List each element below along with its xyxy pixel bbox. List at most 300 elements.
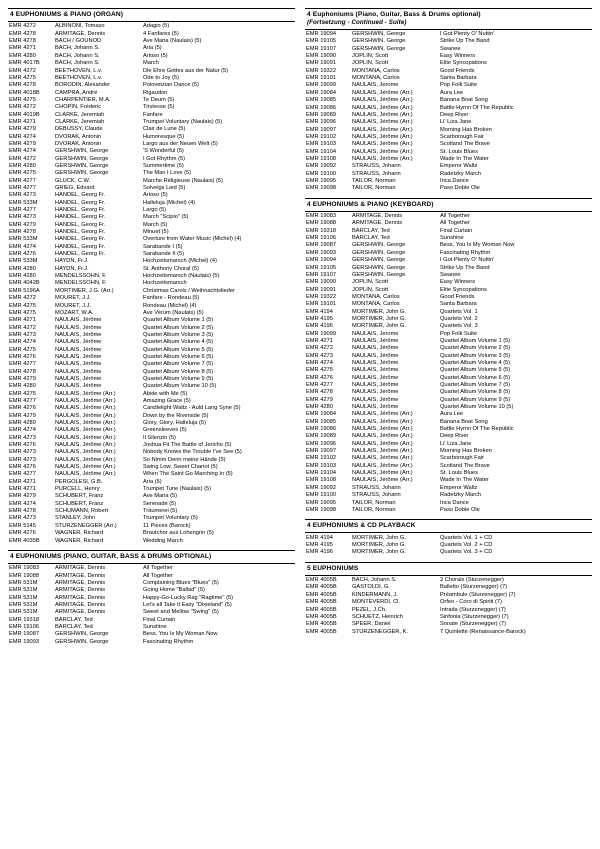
catalogue-code: EMR 4272 bbox=[9, 67, 36, 74]
composer-name: BACH / GOUNOD bbox=[55, 38, 102, 45]
table-row bbox=[305, 389, 592, 396]
work-title: Rigaudon bbox=[143, 89, 168, 96]
work-title: Die Ehre Gottes aus der Natur (5) bbox=[143, 67, 229, 74]
composer-name: GERSHWIN, George bbox=[55, 148, 109, 155]
table-row bbox=[305, 31, 592, 38]
catalogue-code: EMR 4278 bbox=[9, 82, 36, 89]
composer-name: NAULAIS, Jérôme (Arr.) bbox=[352, 126, 413, 133]
table-row bbox=[8, 573, 295, 580]
catalogue-code: EMR 4279 bbox=[9, 412, 36, 419]
composer-name: JOPLIN, Scott bbox=[352, 286, 389, 293]
work-title: Let's all Take it Easy "Dixieland" (5) bbox=[143, 602, 232, 609]
composer-name: HÄNDEL, Georg Fr. bbox=[55, 207, 106, 214]
table-row bbox=[8, 207, 295, 214]
catalogue-code: EMR 4042B bbox=[9, 280, 40, 287]
composer-name: GERSHWIN, George bbox=[352, 38, 406, 45]
work-title: 4 Fanfares (5) bbox=[143, 30, 179, 37]
catalogue-code: EMR 19086 bbox=[306, 104, 337, 111]
table-row bbox=[305, 250, 592, 257]
composer-name: TAILOR, Norman bbox=[352, 185, 396, 192]
catalogue-code: EMR 531M bbox=[9, 580, 38, 586]
table-row bbox=[8, 347, 295, 354]
work-title: Pop Folk Suite bbox=[440, 330, 477, 337]
table-row bbox=[8, 68, 295, 75]
table-row bbox=[305, 507, 592, 514]
table-row bbox=[305, 614, 592, 621]
section-rows bbox=[305, 576, 592, 636]
catalogue-code: EMR 4279 bbox=[9, 221, 36, 228]
composer-name: NAULAIS, Jérôme (Arr.) bbox=[55, 464, 116, 471]
composer-name: GERSHWIN, George bbox=[352, 264, 406, 271]
work-title: Santa Barbara bbox=[440, 75, 477, 82]
work-title: Strike Up The Band bbox=[440, 38, 490, 45]
composer-name: MENDELSSOHN, F. bbox=[55, 280, 107, 287]
table-row bbox=[8, 405, 295, 412]
composer-name: NAULAIS, Jérôme (Arr.) bbox=[352, 111, 413, 118]
work-title: Rondeau (Michel) (4) bbox=[143, 302, 197, 309]
catalogue-code: EMR 4195 bbox=[306, 315, 333, 322]
table-row bbox=[305, 213, 592, 220]
table-row bbox=[305, 287, 592, 294]
work-title: All Together bbox=[440, 213, 470, 220]
work-title: Te Deum (5) bbox=[143, 96, 175, 103]
catalogue-code: EMR 4278 bbox=[9, 30, 36, 37]
table-row bbox=[305, 294, 592, 301]
composer-name: ARMITAGE, Dennis bbox=[55, 594, 106, 601]
composer-name: WAGNER, Richard bbox=[55, 537, 104, 544]
catalogue-code: EMR 4274 bbox=[9, 427, 36, 434]
table-row bbox=[8, 383, 295, 390]
composer-name: GERSHWIN, George bbox=[55, 631, 109, 638]
table-row bbox=[8, 229, 295, 236]
section-heading bbox=[8, 8, 295, 22]
table-row bbox=[8, 565, 295, 572]
table-row bbox=[305, 463, 592, 470]
work-title: I Got Rhythm (5) bbox=[143, 155, 186, 162]
work-title: Glory, Glory, Halleluja (5) bbox=[143, 420, 206, 427]
composer-name: MOZART, W.A. bbox=[55, 309, 94, 316]
table-row bbox=[8, 82, 295, 89]
composer-name: NAULAIS, Jérôme (Arr.) bbox=[352, 477, 413, 484]
catalogue-code: EMR 19099 bbox=[306, 82, 337, 89]
table-row bbox=[8, 112, 295, 119]
table-row bbox=[305, 163, 592, 170]
work-title: Intrada (Sturzenegger) (7) bbox=[440, 606, 506, 613]
work-title: Quartet Album Volume 4 (5) bbox=[143, 339, 214, 346]
composer-name: MOURET, J.J. bbox=[55, 295, 92, 302]
work-title: March (5) bbox=[143, 221, 168, 228]
work-title: Easy Winners bbox=[440, 279, 476, 286]
work-title: Arioso (5) bbox=[143, 192, 168, 199]
work-title: Clair de Lune (5) bbox=[143, 126, 186, 133]
table-row bbox=[305, 592, 592, 599]
catalogue-code: EMR 4005B bbox=[306, 613, 337, 620]
section-heading-text: 5 EUPHONIUMS bbox=[307, 564, 359, 572]
table-row bbox=[305, 455, 592, 462]
work-title: Wedding March bbox=[143, 537, 183, 544]
table-row bbox=[8, 602, 295, 609]
catalogue-code: EMR 19093 bbox=[9, 638, 40, 645]
table-row bbox=[305, 82, 592, 89]
table-row bbox=[305, 338, 592, 345]
catalogue-code: EMR 19098 bbox=[306, 506, 337, 513]
work-title: Adagio (5) bbox=[143, 23, 170, 30]
composer-name: NAULAIS, Jérôme (Arr.) bbox=[352, 433, 413, 440]
work-title: 'S Wonderful (5) bbox=[143, 148, 184, 155]
work-title: Bess, You Is My Woman Now bbox=[143, 631, 218, 638]
work-title: Trumpet Voluntary (Naulais) (5) bbox=[143, 118, 223, 125]
composer-name: GLUCK, C.W. bbox=[55, 177, 91, 184]
catalogue-code: EMR 4276 bbox=[9, 442, 36, 449]
work-title: Radetzky March bbox=[440, 492, 482, 499]
table-row bbox=[8, 449, 295, 456]
table-row bbox=[8, 471, 295, 478]
catalogue-code: EMR 19104 bbox=[306, 148, 337, 155]
composer-name: SCHUBERT, Franz bbox=[55, 493, 104, 500]
catalogue-code: EMR 19107 bbox=[306, 45, 337, 52]
composer-name: HÄNDEL, Georg Fr. bbox=[55, 251, 106, 258]
work-title: Sarabande I (5) bbox=[143, 243, 183, 250]
table-row bbox=[305, 353, 592, 360]
composer-name: BACH, Johann S. bbox=[352, 577, 397, 584]
table-row bbox=[8, 427, 295, 434]
table-row bbox=[8, 339, 295, 346]
work-title: Santa Barbara bbox=[440, 301, 477, 308]
work-title: Hochzeitsmarsch (Naulais) (5) bbox=[143, 273, 220, 280]
work-title: Quartets Vol. 2 + CD bbox=[440, 541, 493, 548]
work-title: Final Curtain bbox=[440, 227, 473, 234]
composer-name: NAULAIS, Jérôme (Arr.) bbox=[55, 471, 116, 478]
composer-name: GRIEG, Edvard bbox=[55, 185, 95, 192]
table-row bbox=[8, 457, 295, 464]
composer-name: NAULAIS, Jérôme bbox=[55, 339, 102, 346]
composer-name: JOPLIN, Scott bbox=[352, 53, 389, 60]
table-row bbox=[8, 631, 295, 638]
work-title: Scarborough Fair bbox=[440, 455, 484, 462]
composer-name: NAULAIS, Jérôme bbox=[55, 346, 102, 353]
catalogue-code: EMR 4271 bbox=[306, 337, 333, 344]
catalogue-code: EMR 4275 bbox=[9, 346, 36, 353]
composer-name: BEETHOVEN, L.v. bbox=[55, 74, 102, 81]
composer-name: MOURET, J.J. bbox=[55, 302, 92, 309]
composer-name: SCHUMANN, Robert bbox=[55, 508, 109, 515]
composer-name: NAULAIS, Jérôme (Arr.) bbox=[352, 141, 413, 148]
catalogue-code: EMR 4018B bbox=[9, 89, 40, 96]
table-row bbox=[305, 220, 592, 227]
catalogue-code: EMR 4276 bbox=[9, 405, 36, 412]
work-title: Strike Up The Band bbox=[440, 264, 490, 271]
catalogue-code: EMR 4005B bbox=[306, 628, 337, 635]
catalogue-code: EMR 5145 bbox=[9, 522, 36, 529]
catalogue-code: EMR 19092 bbox=[306, 163, 337, 170]
table-row bbox=[305, 119, 592, 126]
table-row bbox=[8, 420, 295, 427]
composer-name: NAULAIS, Jérôme bbox=[352, 345, 399, 352]
composer-name: TAILOR, Norman bbox=[352, 499, 396, 506]
composer-name: NAULAIS, Jérôme bbox=[352, 389, 399, 396]
work-title: Aria (5) bbox=[143, 478, 162, 485]
table-row bbox=[8, 391, 295, 398]
catalogue-code: EMR 19097 bbox=[306, 126, 337, 133]
table-row bbox=[8, 75, 295, 82]
composer-name: MORTIMER, J.G. (Arr.) bbox=[55, 287, 114, 294]
table-row bbox=[8, 369, 295, 376]
table-row bbox=[8, 639, 295, 646]
composer-name: NAULAIS, Jérôme (Arr.) bbox=[352, 440, 413, 447]
composer-name: NAULAIS, Jérôme bbox=[55, 383, 102, 390]
table-row bbox=[8, 236, 295, 243]
composer-name: NAULAIS, Jérôme bbox=[55, 331, 102, 338]
catalogue-code: EMR 19318 bbox=[306, 227, 337, 234]
composer-name: ARMITAGE, Dennis bbox=[55, 572, 106, 579]
composer-name: DEBUSSY, Claude bbox=[55, 126, 103, 133]
composer-name: MONTANA, Carlos bbox=[352, 301, 400, 308]
catalogue-code: EMR 19322 bbox=[306, 293, 337, 300]
section-heading-text: 4 EUPHONIUMS & CD PLAYBACK bbox=[307, 522, 416, 530]
catalogue-code: EMR 4273 bbox=[9, 515, 36, 522]
composer-name: STRAUSS, Johann bbox=[352, 484, 401, 491]
work-title: All Together bbox=[143, 565, 173, 572]
composer-name: NAULAIS, Jérôme (Arr.) bbox=[352, 133, 413, 140]
table-row bbox=[305, 171, 592, 178]
catalogue-code: EMR 4271 bbox=[9, 478, 36, 485]
catalogue-code: EMR 4279 bbox=[9, 126, 36, 133]
work-title: 2 Chorals (Sturzenegger) bbox=[440, 577, 504, 584]
work-title: Christmas Carols / Weihnachtslieder bbox=[143, 287, 235, 294]
work-title: Quartet Album Volume 10 (5) bbox=[143, 383, 217, 390]
work-title: Elite Syncopations bbox=[440, 60, 487, 67]
catalogue-code: EMR 4274 bbox=[9, 133, 36, 140]
catalogue-code: EMR 4274 bbox=[9, 243, 36, 250]
table-row bbox=[8, 244, 295, 251]
catalogue-section bbox=[305, 8, 592, 193]
catalogue-code: EMR 19322 bbox=[306, 67, 337, 74]
table-row bbox=[305, 404, 592, 411]
table-row bbox=[305, 629, 592, 636]
catalogue-code: EMR 4280 bbox=[9, 265, 36, 272]
catalogue-code: EMR 4280 bbox=[9, 383, 36, 390]
table-row bbox=[8, 580, 295, 587]
catalogue-code: EMR 4272 bbox=[9, 324, 36, 331]
composer-name: BARCLAY, Ted bbox=[55, 616, 93, 623]
table-row bbox=[8, 192, 295, 199]
work-title: Fanfare bbox=[143, 111, 163, 118]
catalogue-code: EMR 19098 bbox=[306, 185, 337, 192]
catalogue-code: EMR 4275 bbox=[9, 302, 36, 309]
table-row bbox=[8, 530, 295, 537]
catalogue-section bbox=[305, 198, 592, 515]
catalogue-code: EMR 533M bbox=[9, 199, 38, 206]
composer-name: GERSHWIN, George bbox=[352, 271, 406, 278]
catalogue-code: EMR 5196A bbox=[9, 287, 40, 294]
composer-name: NAULAIS, Jérôme bbox=[55, 324, 102, 331]
table-row bbox=[8, 493, 295, 500]
catalogue-code: EMR 4017B bbox=[9, 60, 40, 67]
table-row bbox=[8, 200, 295, 207]
catalogue-code: EMR 4279 bbox=[306, 396, 333, 403]
catalogue-code: EMR 19094 bbox=[306, 31, 337, 38]
composer-name: NAULAIS, Jérôme (Arr.) bbox=[55, 390, 116, 397]
catalogue-code: EMR 19100 bbox=[306, 170, 337, 177]
left-column bbox=[8, 8, 300, 843]
catalogue-code: EMR 4274 bbox=[306, 359, 333, 366]
catalogue-code: EMR 4277 bbox=[306, 382, 333, 388]
composer-name: MORTIMER, John G. bbox=[352, 534, 406, 541]
table-row bbox=[8, 156, 295, 163]
table-row bbox=[8, 163, 295, 170]
work-title: Li' Liza Jane bbox=[440, 440, 472, 447]
table-row bbox=[305, 105, 592, 112]
composer-name: MONTANA, Carlos bbox=[352, 67, 400, 74]
composer-name: MORTIMER, John G. bbox=[352, 541, 406, 548]
catalogue-code: EMR 4278 bbox=[306, 389, 333, 396]
table-row bbox=[305, 577, 592, 584]
work-title: Brautchor aus Lohengrin (5) bbox=[143, 530, 214, 537]
table-row bbox=[305, 433, 592, 440]
work-title: When The Saint Go Marching In (5) bbox=[143, 471, 233, 478]
composer-name: HÄNDEL, Georg Fr. bbox=[55, 236, 106, 243]
work-title: Balletto (Sturzenegger) (7) bbox=[440, 584, 508, 591]
work-title: Deep River bbox=[440, 111, 469, 118]
table-row bbox=[8, 148, 295, 155]
section-rows bbox=[305, 212, 592, 515]
section-rows bbox=[305, 30, 592, 193]
work-title: Candlelight Waltz - Auld Lang Syne (5) bbox=[143, 405, 241, 412]
catalogue-code: EMR 19091 bbox=[306, 60, 337, 67]
work-title: Quartet Album Volume 1 (5) bbox=[143, 317, 214, 324]
catalogue-code: EMR 4273 bbox=[9, 456, 36, 463]
work-title: Ode to Joy (5) bbox=[143, 74, 180, 81]
composer-name: PURCELL, Henry bbox=[55, 486, 100, 493]
table-row bbox=[8, 501, 295, 508]
work-title: Aura Lee bbox=[440, 89, 464, 96]
composer-name: NAULAIS, Jérôme (Arr.) bbox=[352, 97, 413, 104]
composer-name: NAULAIS, Jerome bbox=[352, 330, 399, 337]
work-title: Ave Maria (Naulais) (5) bbox=[143, 38, 202, 45]
catalogue-code: EMR 4196 bbox=[306, 549, 333, 556]
table-row bbox=[305, 272, 592, 279]
table-row bbox=[305, 149, 592, 156]
table-row bbox=[8, 332, 295, 339]
catalogue-code: EMR 19102 bbox=[306, 133, 337, 140]
catalogue-code: EMR 19108 bbox=[306, 155, 337, 162]
composer-name: ARMITAGE, Dennis bbox=[55, 565, 106, 572]
composer-name: NAULAIS, Jérôme bbox=[55, 317, 102, 324]
table-row bbox=[8, 23, 295, 30]
work-title: Hochzeitsmarsch bbox=[143, 280, 187, 287]
table-row bbox=[305, 331, 592, 338]
composer-name: BARCLAY, Ted bbox=[55, 624, 93, 631]
table-row bbox=[8, 104, 295, 111]
composer-name: KINDERMANN, J. bbox=[352, 591, 398, 598]
table-row bbox=[8, 479, 295, 486]
catalogue-code: EMR 19095 bbox=[306, 499, 337, 506]
catalogue-code: EMR 4272 bbox=[9, 295, 36, 302]
composer-name: NAULAIS, Jérôme (Arr.) bbox=[55, 434, 116, 441]
composer-name: NAULAIS, Jérôme bbox=[352, 404, 399, 411]
composer-name: STANLEY, John bbox=[55, 515, 96, 522]
table-row bbox=[8, 317, 295, 324]
table-row bbox=[8, 508, 295, 515]
table-row bbox=[8, 251, 295, 258]
section-rows bbox=[8, 22, 295, 545]
table-row bbox=[8, 90, 295, 97]
composer-name: STURZENEGGER, K. bbox=[352, 628, 408, 635]
composer-name: NAULAIS, Jérôme (Arr.) bbox=[352, 119, 413, 126]
work-title: Paso Doble Ole bbox=[440, 506, 480, 513]
table-row bbox=[8, 325, 295, 332]
table-row bbox=[305, 228, 592, 235]
composer-name: NAULAIS, Jérôme (Arr.) bbox=[55, 405, 116, 412]
table-row bbox=[8, 280, 295, 287]
catalogue-code: EMR 19100 bbox=[306, 492, 337, 499]
table-row bbox=[8, 376, 295, 383]
catalogue-code: EMR 4275 bbox=[9, 96, 36, 103]
catalogue-code: EMR 4005B bbox=[306, 606, 337, 613]
table-row bbox=[305, 382, 592, 389]
catalogue-code: EMR 4195 bbox=[306, 541, 333, 548]
catalogue-code: EMR 4278 bbox=[9, 229, 36, 236]
composer-name: NAULAIS, Jérôme (Arr.) bbox=[55, 456, 116, 463]
table-row bbox=[305, 599, 592, 606]
work-title: Ave Verum (Naulais) (5) bbox=[143, 309, 204, 316]
composer-name: NAULAIS, Jérôme (Arr.) bbox=[352, 462, 413, 469]
catalogue-code: EMR 19088 bbox=[306, 220, 337, 227]
table-row bbox=[305, 584, 592, 591]
catalogue-code: EMR 19107 bbox=[306, 271, 337, 278]
catalogue-code: EMR 19088 bbox=[9, 572, 40, 579]
composer-name: ARMITAGE, Dennis bbox=[352, 220, 403, 227]
catalogue-code: EMR 4277 bbox=[9, 177, 36, 184]
work-title: Li' Liza Jane bbox=[440, 119, 472, 126]
catalogue-code: EMR 19085 bbox=[306, 418, 337, 425]
composer-name: GERSHWIN, George bbox=[55, 155, 109, 162]
composer-name: NAULAIS, Jérôme (Arr.) bbox=[352, 448, 413, 455]
composer-name: DVORAK, Antonin bbox=[55, 140, 102, 147]
work-title: Elite Syncopations bbox=[440, 286, 487, 293]
work-title: Quartet Album Volume 2 (5) bbox=[440, 345, 511, 352]
catalogue-code: EMR 19090 bbox=[306, 53, 337, 60]
table-row bbox=[8, 214, 295, 221]
work-title: Quartets Vol. 1 bbox=[440, 308, 478, 315]
work-title: St. Anthony Choral (5) bbox=[143, 265, 199, 272]
table-row bbox=[8, 273, 295, 280]
composer-name: HÄNDEL, Georg Fr. bbox=[55, 229, 106, 236]
work-title: Fanfare - Rondeau (5) bbox=[143, 295, 200, 302]
table-row bbox=[305, 127, 592, 134]
work-title: Scotland The Brave bbox=[440, 462, 490, 469]
work-title: The Man I Love (5) bbox=[143, 170, 192, 177]
catalogue-code: EMR 4005B bbox=[306, 591, 337, 598]
catalogue-code: EMR 531M bbox=[9, 602, 38, 609]
composer-name: NAULAIS, Jérôme (Arr.) bbox=[55, 420, 116, 427]
composer-name: NAULAIS, Jérôme (Arr.) bbox=[352, 470, 413, 477]
catalogue-code: EMR 4005B bbox=[306, 577, 337, 584]
composer-name: DVORAK, Antonin bbox=[55, 133, 102, 140]
catalogue-code: EMR 4275 bbox=[9, 170, 36, 177]
table-row bbox=[8, 45, 295, 52]
composer-name: CLARKE, Jeremiah bbox=[55, 118, 105, 125]
work-title: Quartet Album Volume 5 (5) bbox=[143, 346, 214, 353]
table-row bbox=[305, 441, 592, 448]
section-heading-text: 4 Euphoniums (Piano, Guitar, Bass & Drums optional) bbox=[307, 11, 481, 19]
work-title: Paso Doble Ole bbox=[440, 185, 480, 192]
catalogue-code: EMR 4275 bbox=[306, 367, 333, 374]
work-title: Quartet Album Volume 3 (5) bbox=[143, 331, 214, 338]
section-rows bbox=[305, 533, 592, 557]
composer-name: NAULAIS, Jérôme (Arr.) bbox=[55, 412, 116, 419]
work-title: Amazing Grace (5) bbox=[143, 397, 191, 404]
